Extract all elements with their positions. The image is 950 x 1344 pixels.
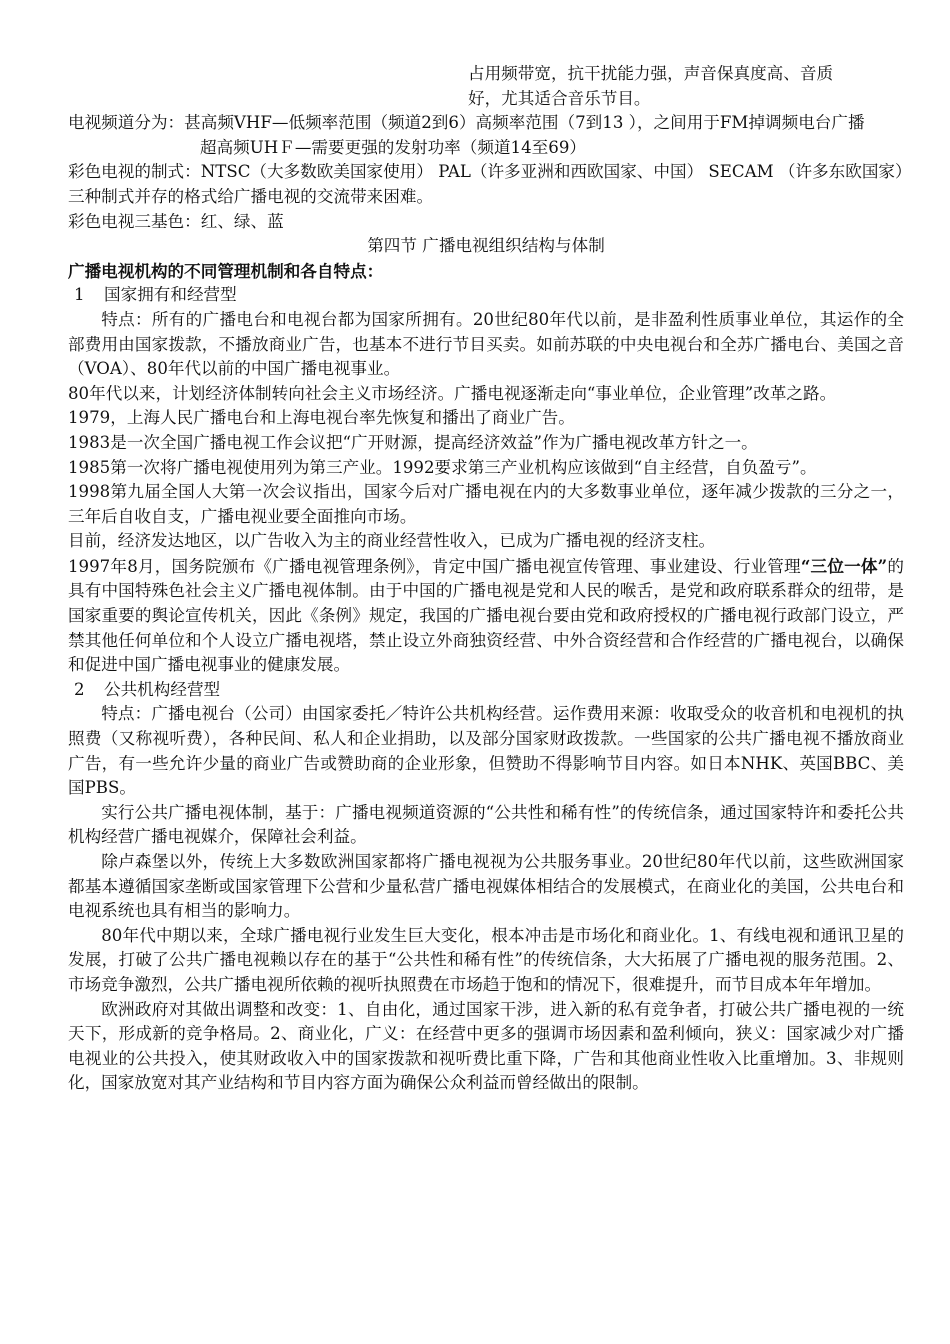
paragraph-q3: 除卢森堡以外，传统上大多数欧洲国家都将广播电视视为公共服务事业。20世纪80年代以前，这些欧洲国家都基本遵循国家垄断或国家管理下公营和少量私营广播电视媒体相结合的发展模式，在商业化的美国，公共电台和电视系统也具有相当的影响力。 xyxy=(68,852,904,921)
item-1-heading xyxy=(68,283,904,308)
paragraph-p4: 1983是一次全国广播电视工作会议把“广开财源，提高经济效益”作为广播电视改革方针之一。 xyxy=(68,432,758,452)
paragraph-p1: 特点：所有的广播电台和电视台都为国家所拥有。20世纪80年代以前，是非盈利性质事业单位，其运作的全部费用由国家拨款，不播放商业广告，也基本不进行节目买卖。如前苏联的中央电视台和全苏广播电台、美国之音（VOA）、80年代以前的中国广播电视事业。 xyxy=(68,309,904,379)
paragraph-q2: 实行公共广播电视体制，基于：广播电视频道资源的“公共性和稀有性”的传统信条，通过国家特许和委托公共机构经营广播电视媒介，保障社会利益。 xyxy=(68,802,904,847)
paragraph-p8 xyxy=(68,554,904,678)
three-systems-line: 三种制式并存的格式给广播电视的交流带来困难。 xyxy=(68,186,434,206)
uhf-line: 超高频UHＦ—需要更强的发射功率（频道14至69） xyxy=(200,137,586,157)
p8-bold-phrase: “三位一体” xyxy=(800,555,888,576)
tv-channels-paragraph: 电视频道分为：甚高频VHF—低频率范围（频道2到6）高频率范围（7到13 ），之间用于FM掉调频电台广播 xyxy=(68,113,865,133)
top-note-line-2: 好，尤其适合音乐节目。 xyxy=(468,88,651,108)
section-title: 第四节 广播电视组织结构与体制 xyxy=(367,236,605,256)
paragraph-q1: 特点：广播电视台（公司）由国家委托／特许公共机构经营。运作费用来源：收取受众的收音机和电视机的执照费（又称视听费），各种民间、私人和企业捐助，以及部分国家财政拨款。一些国家的公共广播电视不播放商业广告，有一些允许少量的商业广告或赞助商的企业形象，但赞助不得影响节目内容。如日本NHK、英国BBC、美国PBS。 xyxy=(68,704,904,798)
p8-part-a: 1997年8月，国务院颁布《广播电视管理条例》，肯定中国广播电视宣传管理、事业建设、行业管理 xyxy=(68,556,801,576)
paragraph-p2: 80年代以来，计划经济体制转向社会主义市场经济。广播电视逐渐走向“事业单位，企业管理”改革之路。 xyxy=(68,383,837,403)
paragraph-p3: 1979，上海人民广播电台和上海电视台率先恢复和播出了商业广告。 xyxy=(68,408,575,428)
item-2-title: 公共机构经营型 xyxy=(104,679,221,699)
paragraph-p6: 1998第九届全国人大第一次会议指出，国家今后对广播电视在内的大多数事业单位，逐年减少拨款的三分之一，三年后自收自支，广播电视业要全面推向市场。 xyxy=(68,482,904,526)
paragraph-p7: 目前，经济发达地区，以广告收入为主的商业经营性收入，已成为广播电视的经济支柱。 xyxy=(68,531,716,551)
paragraph-q4: 80年代中期以来，全球广播电视行业发生巨大变化，根本冲击是市场化和商业化。1、有线电视和通讯卫星的发展，打破了公共广播电视赖以存在的基于“公共性和稀有性”的传统信条，大大拓展了广播电视的服务范围。2、市场竞争激烈，公共广播电视所依赖的视听执照费在市场趋于饱和的情况下，很难提升，而节目成本年年增加。 xyxy=(68,925,904,994)
item-1-number: 1 xyxy=(74,285,85,305)
item-1-title: 国家拥有和经营型 xyxy=(104,285,237,305)
paragraph-q5: 欧洲政府对其做出调整和改变：1、自由化，通过国家干涉，进入新的私有竞争者，打破公共广播电视的一统天下，形成新的竞争格局。2、商业化，广义：在经营中更多的强调市场因素和盈利倾向，狭义：国家减少对广播电视业的公共投入，使其财政收入中的国家拨款和视听费比重下降，广告和其他商业性收入比重增加。3、非规则化，国家放宽对其产业结构和节目内容方面为确保公众利益而曾经做出的限制。 xyxy=(68,999,904,1093)
item-2-number: 2 xyxy=(74,679,85,699)
top-note-line-1: 占用频带宽，抗干扰能力强，声音保真度高、音质 xyxy=(468,64,834,83)
p8-part-b: 的具有中国特殊色社会主义广播电视体制。由于中国的广播电视是党和人民的喉舌，是党和政府联系群众的纽带，是国家重要的舆论宣传机关，因此《条例》规定，我国的广播电视台要由党和政府授权的广播电视行政部门设立，严禁其他任何单位和个人设立广播电视塔，禁止设立外商独资经营、中外合资经营和合作经营的广播电视台，以确保和促进中国广播电视事业的健康发展。 xyxy=(68,556,904,675)
paragraph-p5: 1985第一次将广播电视使用列为第三产业。1992要求第三产业机构应该做到“自主经营，自负盈亏”。 xyxy=(68,457,817,477)
color-systems-paragraph: 彩色电视的制式：NTSC（大多数欧美国家使用） PAL（许多亚洲和西欧国家、中国） SECAM （许多东欧国家） xyxy=(68,162,912,182)
primaries-line: 彩色电视三基色：红、绿、蓝 xyxy=(68,211,284,231)
bold-heading: 广播电视机构的不同管理机制和各自特点： xyxy=(68,260,384,281)
item-2-heading xyxy=(68,678,904,703)
